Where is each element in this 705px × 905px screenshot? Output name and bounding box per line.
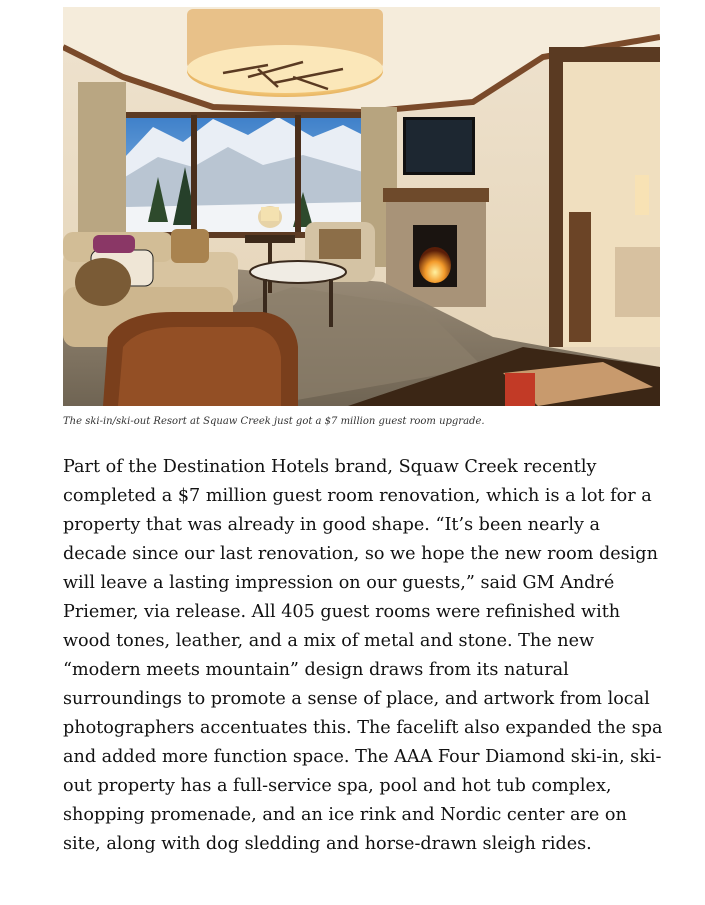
hotel-room-photo bbox=[63, 7, 660, 406]
article-paragraph: Part of the Destination Hotels brand, Squaw Creek recently completed a $7 million guest room renovation, which is a lot for a property that was already in good shape. “It’s been nearly a decade since our last renovation, so we hope the new room design will leave a lasting impression on our guests,” said GM André Priemer, via release. All 405 guest rooms were refinished with wood tones, leather, and a mix of metal and stone. The new “modern meets mountain” design draws from its natural surroundings to promote a sense of place, and artwork from local photographers accentuates this. The facelift also expanded the spa and added more function space. The AAA Four Diamond ski-in, ski-out property has a full-service spa, pool and hot tub complex, shopping promenade, and an ice rink and Nordic center are on site, along with dog sledding and horse-drawn sleigh rides. bbox=[63, 457, 663, 854]
image-caption: The ski-in/ski-out Resort at Squaw Creek just got a $7 million guest room upgrade. bbox=[63, 416, 485, 427]
